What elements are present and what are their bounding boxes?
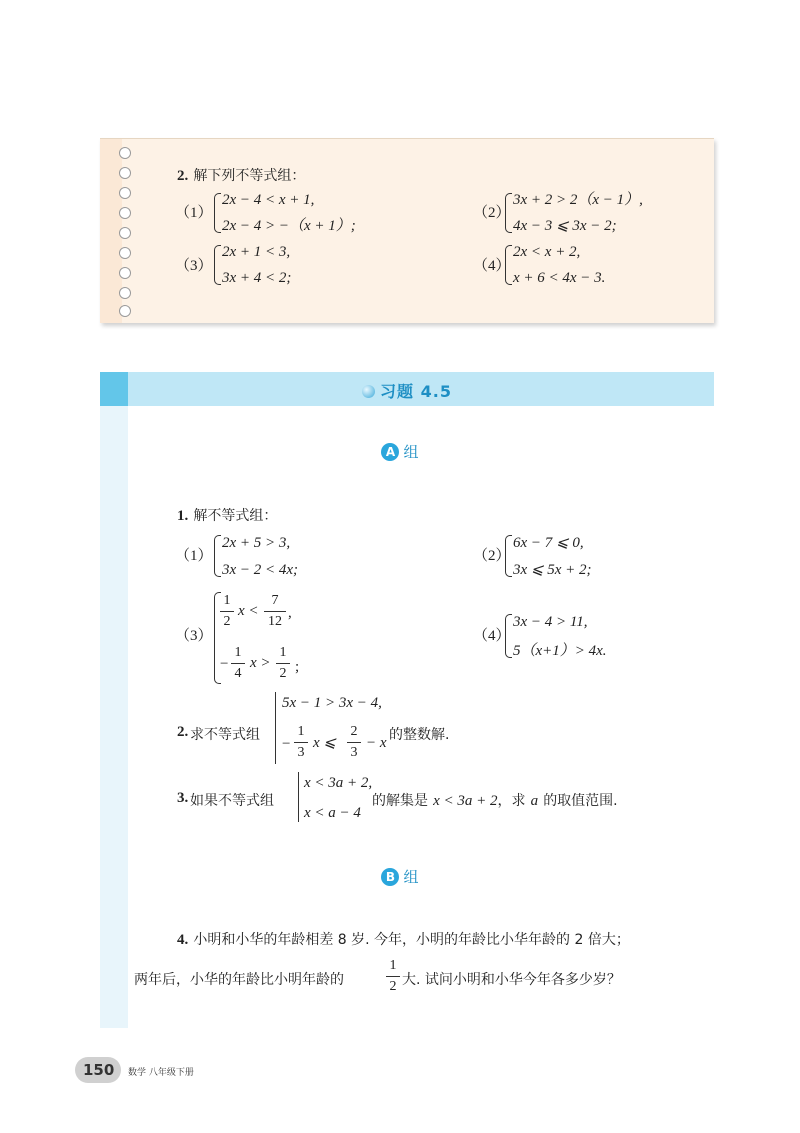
inequality-text: x ⩽ xyxy=(313,735,336,751)
punctuation: ; xyxy=(295,659,300,675)
minus-sign: − xyxy=(282,736,291,752)
inequality-line: x + 6 < 4x − 3. xyxy=(513,270,606,286)
binder-ring-icon xyxy=(119,247,131,259)
binder-ring-icon xyxy=(119,287,131,299)
fraction-denominator: 12 xyxy=(268,614,282,629)
question-number: 3. xyxy=(177,790,189,806)
question-text: 的取值范围. xyxy=(543,793,618,809)
left-margin-stripe xyxy=(100,406,128,1028)
globe-icon xyxy=(362,385,375,398)
fraction-numerator: 1 xyxy=(234,645,242,660)
fraction-numerator: 1 xyxy=(389,958,397,973)
group-a-badge: A xyxy=(381,443,399,461)
question-number: 4. xyxy=(177,932,189,948)
fraction-denominator: 3 xyxy=(297,745,305,760)
left-brace-icon xyxy=(505,193,512,233)
item-label: （1） xyxy=(175,548,213,564)
inequality-line: 2x + 1 < 3, xyxy=(222,244,291,260)
variable: a xyxy=(530,793,539,809)
question-text: ，求 xyxy=(497,793,526,809)
exercise-title: 习题 4.5 xyxy=(380,382,452,401)
question-text: 小明和小华的年龄相差 8 岁. 今年，小明的年龄比小华年龄的 2 倍大； xyxy=(193,932,630,948)
binder-ring-icon xyxy=(119,147,131,159)
item-label: （4） xyxy=(473,258,511,274)
question-text: 求不等式组 xyxy=(190,727,260,743)
exercise-header xyxy=(100,372,714,406)
fraction-denominator: 4 xyxy=(234,666,242,681)
binder-ring-icon xyxy=(119,227,131,239)
question-number: 1. xyxy=(177,508,189,524)
solution-set: x < 3a + 2 xyxy=(433,793,498,809)
inequality-line: 3x + 4 < 2; xyxy=(222,270,292,286)
fraction-denominator: 2 xyxy=(279,666,287,681)
question-text: 解不等式组： xyxy=(193,508,278,524)
item-label: （3） xyxy=(175,628,213,644)
minus-sign: − xyxy=(220,656,229,672)
question-text: 大. 试问小明和小华今年各多少岁？ xyxy=(402,972,621,988)
item-label: （2） xyxy=(473,548,511,564)
item-label: （4） xyxy=(473,628,511,644)
fraction-numerator: 7 xyxy=(271,593,279,608)
exercise-question-1 xyxy=(177,505,277,525)
fraction-numerator: 1 xyxy=(223,593,231,608)
inequality-text: x < xyxy=(238,603,259,619)
question-number: 2. xyxy=(177,724,189,740)
inequality-line: 4x − 3 ⩽ 3x − 2; xyxy=(513,218,617,234)
left-brace-icon xyxy=(275,692,276,764)
inequality-line: 2x + 5 > 3, xyxy=(222,535,291,551)
inequality-text: − x xyxy=(366,735,387,751)
inequality-line: 2x − 4 < x + 1, xyxy=(222,192,315,208)
inequality-text: x > xyxy=(250,655,271,671)
left-brace-icon xyxy=(505,245,512,285)
binder-ring-icon xyxy=(119,207,131,219)
practice-question xyxy=(177,165,305,185)
question-text: 的解集是 xyxy=(372,793,428,809)
fraction-denominator: 3 xyxy=(350,745,358,760)
group-a-heading xyxy=(0,441,800,462)
group-a-text: 组 xyxy=(403,443,419,461)
fraction-numerator: 2 xyxy=(350,724,358,739)
inequality-line: 6x − 7 ⩽ 0, xyxy=(513,535,584,551)
question-number: 2. xyxy=(177,168,189,184)
question-3-tail xyxy=(372,790,618,810)
left-brace-icon xyxy=(505,614,512,658)
exercise-question-4 xyxy=(177,929,630,949)
inequality-line: 3x − 2 < 4x; xyxy=(222,562,299,578)
inequality-line: 5x − 1 > 3x − 4, xyxy=(282,695,382,711)
question-text: 如果不等式组 xyxy=(190,793,274,809)
punctuation: , xyxy=(288,605,292,621)
left-brace-icon xyxy=(214,535,221,577)
item-label: （2） xyxy=(473,205,511,221)
inequality-line: 3x + 2 > 2（x − 1）, xyxy=(513,192,643,208)
item-label: （3） xyxy=(175,258,213,274)
fraction xyxy=(220,593,234,630)
binder-ring-icon xyxy=(119,267,131,279)
fraction xyxy=(347,724,361,761)
question-text: 解下列不等式组： xyxy=(193,168,306,184)
left-brace-icon xyxy=(214,193,221,233)
page-number: 150 xyxy=(83,1061,115,1079)
inequality-line: x < a − 4 xyxy=(304,805,361,821)
binder-ring-icon xyxy=(119,187,131,199)
fraction xyxy=(231,645,245,682)
fraction xyxy=(294,724,308,761)
question-text: 的整数解. xyxy=(389,727,450,743)
left-brace-icon xyxy=(214,245,221,285)
group-b-heading xyxy=(0,866,800,887)
group-b-badge: B xyxy=(381,868,399,886)
item-label: （1） xyxy=(175,205,213,221)
fraction-denominator: 2 xyxy=(223,614,231,629)
binder-ring-icon xyxy=(119,305,131,317)
fraction xyxy=(276,645,290,682)
group-b-text: 组 xyxy=(403,868,419,886)
inequality-line: 3x − 4 > 11, xyxy=(513,614,588,630)
left-brace-icon xyxy=(298,772,299,822)
book-title: 数学 八年级下册 xyxy=(128,1068,194,1078)
inequality-line: 5（x+1）> 4x. xyxy=(513,643,607,659)
fraction-numerator: 1 xyxy=(279,645,287,660)
question-text: 两年后，小华的年龄比小明年龄的 xyxy=(134,972,344,988)
fraction xyxy=(386,958,400,995)
fraction-denominator: 2 xyxy=(389,979,397,994)
inequality-line: 2x < x + 2, xyxy=(513,244,581,260)
inequality-line: 3x ⩽ 5x + 2; xyxy=(513,562,592,578)
fraction-numerator: 1 xyxy=(297,724,305,739)
inequality-line: 2x − 4 > −（x + 1）; xyxy=(222,218,356,234)
binder-ring-icon xyxy=(119,167,131,179)
inequality-line: x < 3a + 2, xyxy=(304,775,373,791)
fraction xyxy=(264,593,286,630)
left-brace-icon xyxy=(505,535,512,577)
